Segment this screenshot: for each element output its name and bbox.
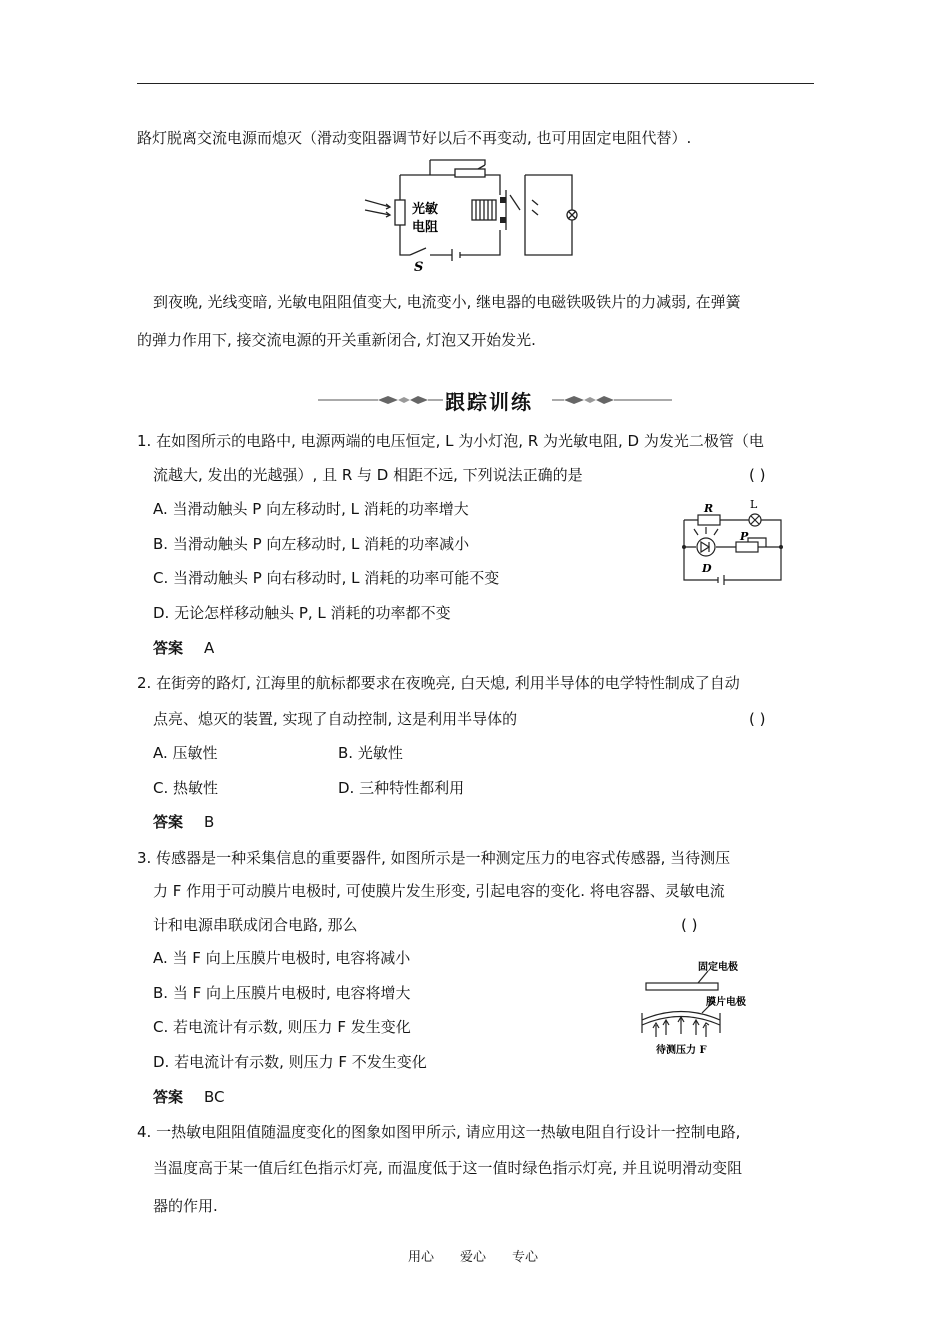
q3-answer-label: 答案 — [153, 1088, 184, 1106]
right-ornament-icon — [552, 393, 672, 407]
q3-option-c: C. 若电流计有示数, 则压力 F 发生变化 — [153, 1018, 411, 1036]
q1-answer: A — [204, 639, 215, 657]
q1-line2: 流越大, 发出的光越强）, 且 R 与 D 相距不远, 下列说法正确的是 — [153, 466, 583, 484]
q2-option-c: C. 热敏性 — [153, 779, 219, 797]
photoresistor-circuit-figure — [360, 155, 585, 273]
q2-answer-blank: ( ) — [749, 710, 766, 728]
q3-film-electrode-label: 膜片电极 — [706, 997, 746, 1008]
q3-capacitor-figure — [636, 955, 766, 1065]
intro-line: 路灯脱离交流电源而熄灭（滑动变阻器调节好以后不再变动, 也可用固定电阻代替）. — [137, 129, 692, 147]
switch-label: S — [414, 260, 424, 273]
q1-option-b: B. 当滑动触头 P 向左移动时, L 消耗的功率减小 — [153, 535, 470, 553]
q3-option-b: B. 当 F 向上压膜片电极时, 电容将增大 — [153, 984, 411, 1002]
q3-option-d: D. 若电流计有示数, 则压力 F 不发生变化 — [153, 1053, 427, 1071]
q1-line1: 1. 在如图所示的电路中, 电源两端的电压恒定, L 为小灯泡, R 为光敏电阻, D 为发光二极管（电 — [137, 432, 764, 450]
q2-answer: B — [204, 813, 215, 831]
q1-answer-blank: ( ) — [749, 466, 766, 484]
left-ornament-icon — [318, 393, 443, 407]
q1-lamp-label: L — [750, 498, 758, 511]
q3-option-a: A. 当 F 向上压膜片电极时, 电容将减小 — [153, 949, 411, 967]
q4-line3: 器的作用. — [153, 1197, 218, 1215]
section-header — [0, 386, 950, 416]
q1-diode-label: D — [702, 562, 712, 575]
page-footer: 用心 爱心 专心 — [408, 1250, 539, 1265]
q2-option-a: A. 压敏性 — [153, 744, 218, 762]
q4-line1: 4. 一热敏电阻阻值随温度变化的图象如图甲所示, 请应用这一热敏电阻自行设计一控制电路, — [137, 1123, 741, 1141]
photoresistor-label-bottom: 电阻 — [412, 220, 439, 235]
q2-line2: 点亮、熄灭的装置, 实现了自动控制, 这是利用半导体的 — [153, 710, 518, 728]
q1-option-a: A. 当滑动触头 P 向左移动时, L 消耗的功率增大 — [153, 500, 469, 518]
q2-line1: 2. 在街旁的路灯, 江海里的航标都要求在夜晚亮, 白天熄, 利用半导体的电学特性制成了自动 — [137, 674, 740, 692]
intro-paragraph-line1: 到夜晚, 光线变暗, 光敏电阻阻值变大, 电流变小, 继电器的电磁铁吸铁片的力减弱, 在弹簧 — [153, 293, 741, 311]
q1-slider-label: P — [740, 530, 749, 543]
q1-option-c: C. 当滑动触头 P 向右移动时, L 消耗的功率可能不变 — [153, 569, 500, 587]
q1-option-d: D. 无论怎样移动触头 P, L 消耗的功率都不变 — [153, 604, 451, 622]
q1-resistor-label: R — [704, 502, 714, 515]
q2-option-d: D. 三种特性都利用 — [338, 779, 465, 797]
q3-answer-blank: ( ) — [681, 916, 698, 934]
section-title: 跟踪训练 — [445, 390, 533, 414]
q3-answer: BC — [204, 1088, 225, 1106]
q4-line2: 当温度高于某一值后红色指示灯亮, 而温度低于这一值时绿色指示灯亮, 并且说明滑动变阻 — [153, 1159, 743, 1177]
q2-option-b: B. 光敏性 — [338, 744, 403, 762]
q3-fixed-electrode-label: 固定电极 — [698, 962, 738, 973]
q3-line1: 3. 传感器是一种采集信息的重要器件, 如图所示是一种测定压力的电容式传感器, 当待测压 — [137, 849, 731, 867]
q1-answer-label: 答案 — [153, 639, 184, 657]
q3-line2: 力 F 作用于可动膜片电极时, 可使膜片发生形变, 引起电容的变化. 将电容器、灵敏电流 — [153, 882, 725, 900]
q3-line3: 计和电源串联成闭合电路, 那么 — [153, 916, 358, 934]
intro-paragraph-line2: 的弹力作用下, 接交流电源的开关重新闭合, 灯泡又开始发光. — [137, 331, 536, 349]
header-rule — [137, 83, 814, 84]
photoresistor-label-top: 光敏 — [412, 202, 439, 217]
q1-circuit-figure — [676, 495, 788, 585]
q2-answer-label: 答案 — [153, 813, 184, 831]
q3-force-label: 待测压力 F — [656, 1045, 707, 1056]
